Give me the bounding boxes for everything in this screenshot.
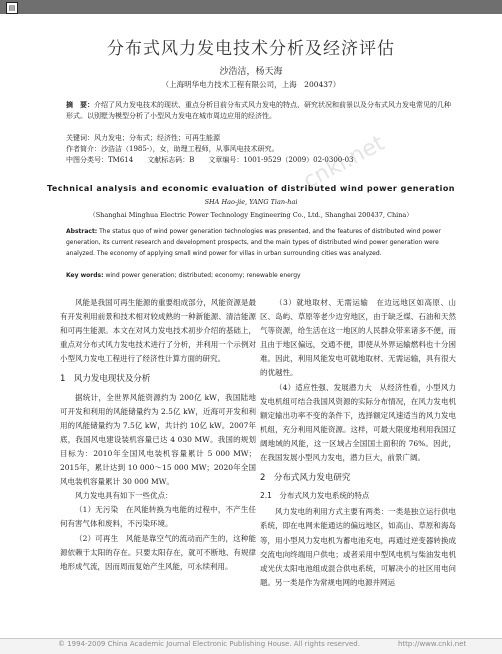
english-keywords-label: Key words: (66, 272, 104, 279)
section-2-heading: 2 分布式风力发电研究 (260, 473, 351, 484)
right-paragraph-1: （3）就地取材、无需运输 在边远地区如高原、山区、岛屿、草原等老少边穷地区，由于缺乏煤、石油和天然气等资源，给生活在这一地区的人民群众带来诸多不便，而且由于地区偏远，交通不便，即使从外界运输燃料也十分困难。因此，利用风能发电可就地取材、无需运输，具有很大的优越性。 (260, 298, 456, 378)
right-column (260, 296, 456, 590)
classification-line: 中图分类号：TM614 文献标志码：B 文章编号：1001-9529（2009）02-0300-03 (66, 156, 354, 164)
footer-url[interactable]: http://www.cnki.net (398, 640, 467, 648)
section-1-heading: 1 风力发电现状及分析 (60, 374, 151, 385)
paper-title: 分布式风力发电技术分析及经济评估 (107, 39, 395, 59)
english-keywords-text: wind power generation; distributed; economy; renewable energy (105, 272, 301, 279)
author-bio: 作者简介：沙浩洁（1985-），女，助理工程师，从事风电技术研究。 (66, 145, 279, 153)
viewer-top-bar (0, 0, 502, 14)
watermark: cnki.net (299, 130, 389, 195)
section-1-paragraph-2: 风力发电具有如下一些优点： (75, 491, 173, 501)
section-2-1-heading: 2.1 分布式风力发电系统的特点 (260, 491, 370, 501)
section-1-paragraph-1: 据统计，全世界风能资源约为 200亿 kW，我国陆地可开发和利用的风能储量约为 2.5亿 kW，近海可开发和利用的风能储量约为 7.5亿 kW，共计约 10亿 kW。2007年底，我国风电建设装机容量已达 4 030 MW。我国的规划目标为：2010年全国风电装机容量累计 5 000 MW；2015年，累计达到 10 000～15 000 MW；2020年全国风电装机容量累计 30 000 MW。 (60, 392, 256, 487)
page-icon[interactable]: ▤ (6, 2, 18, 14)
abstract-label: 摘 要： (66, 101, 94, 109)
abstract-cn (66, 100, 456, 122)
intro-paragraph: 风能是我国可再生能源的重要组成部分，风能资源是最有开发利用前景和技术相对较成熟的一种新能源、清洁能源和可再生能源。本文在对风力发电技术初步介绍的基础上，重点对分布式风力发电技术进行了分析，并利用一个示例对小型风力发电工程进行了经济性计算方面的研究。 (60, 298, 256, 364)
section-2-1-paragraph: 风力发电的利用方式主要有两类：一类是独立运行供电系统，即在电网未能通达的偏远地区，如高山、草原和海岛等，用小型风力发电机为蓄电池充电，再通过逆变器转换成交流电向终端用户供电；或者采用中型风电机与柴油发电机或光伏太阳电池组成混合供电系统，可解决小的社区用电问题。另一类是作为常规电网的电源并网运 (260, 507, 456, 587)
left-column (60, 296, 256, 574)
paper-affiliation: （上海明华电力技术工程有限公司，上海 200437） (161, 80, 341, 89)
abstract-text: 介绍了风力发电技术的现状、重点分析目前分布式风力发电的特点、研究状况和前景以及分布式风力发电常见的几种形式。以别墅为模型分析了小型风力发电在城市周边应用的经济性。 (66, 101, 451, 120)
english-abstract-text: The status quo of wind power generation technologies was presented, and the features of distributed wind power generation, its current research and development prospects, and the main types of distributed wind power generation were analyzed. The economy of applying small wind power for villas in urban surrounding cities was analyzed. (66, 228, 441, 257)
english-title: Technical analysis and economic evaluation of distributed wind power generation (46, 184, 456, 193)
english-abstract-label: Abstract: (66, 228, 98, 235)
english-affiliation: （Shanghai Minghua Electric Power Technology Engineering Co., Ltd., Shanghai 200437, China） (89, 211, 413, 219)
section-1-paragraph-3: （1）无污染 在风能转换为电能的过程中，不产生任何有害气体和废料，不污染环境。 (60, 505, 256, 529)
english-abstract (66, 226, 456, 259)
paper-authors: 沙浩洁，杨天海 (219, 67, 283, 77)
footer-copyright: © 1994-2009 China Academic Journal Electronic Publishing House. All rights reserved. (58, 640, 360, 648)
keywords-cn: 关键词：风力发电；分布式；经济性；可再生能源 (66, 134, 220, 142)
english-keywords (66, 270, 456, 281)
english-authors: SHA Hao-jie, YANG Tian-hai (204, 198, 298, 206)
section-1-paragraph-4: （2）可再生 风能是靠空气的流动而产生的，这种能源依赖于太阳的存在。只要太阳存在，就可不断地、有规律地形成气流，因而周而复始产生风能，可永续利用。 (60, 533, 256, 571)
right-paragraph-2: （4）适应性强、发展潜力大 从经济性看，小型风力发电机组可结合我国风资源的实际分布情况，在风力发电机额定输出功率不变的条件下，选择额定风速适当的风力发电机组，充分利用风能资源。这样，可最大限度地利用我国辽阔地域的风能，这一区域占全国国土面积的 76%。因此，在我国发展小型风力发电，潜力巨大，前景广阔。 (260, 382, 456, 463)
